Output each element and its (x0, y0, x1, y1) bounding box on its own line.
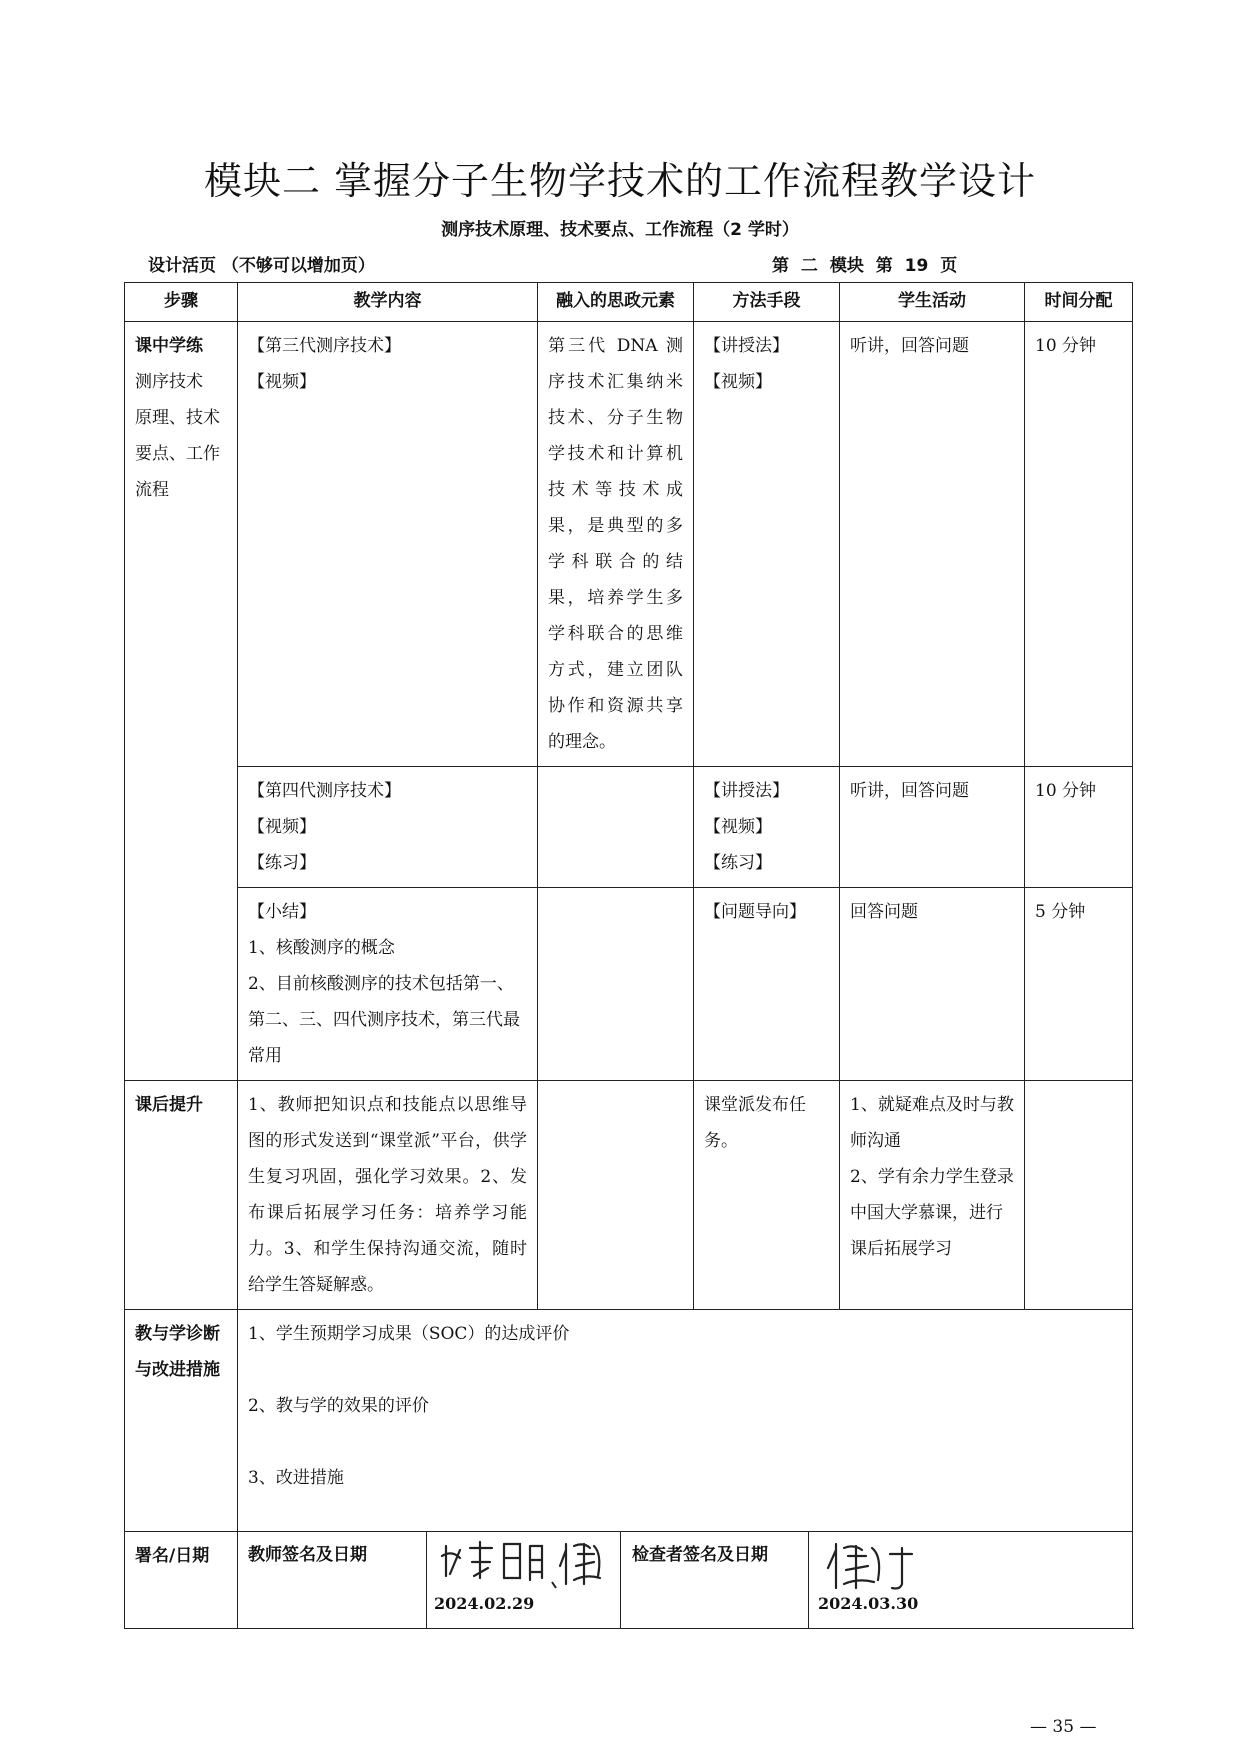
divider (620, 1532, 621, 1628)
method-cell (694, 767, 840, 888)
spacer (248, 1424, 1122, 1460)
content-line: 【练习】 (248, 853, 316, 873)
step-title: 课中学练 (135, 336, 203, 356)
content-line: 【视频】 (248, 817, 316, 837)
page-number: — 35 — (1030, 1717, 1097, 1737)
content-line: 【第四代测序技术】 (248, 781, 401, 801)
page-title: 模块二 掌握分子生物学技术的工作流程教学设计 (203, 159, 1037, 203)
time-cell (1025, 1081, 1133, 1310)
lesson-plan-table (124, 282, 1133, 1629)
diagnosis-cell (238, 1310, 1133, 1532)
method-line: 【视频】 (704, 372, 772, 392)
content-line: 【视频】 (248, 372, 316, 392)
checker-date: 2024.03.30 (818, 1594, 919, 1613)
header-ideology: 融入的思政元素 (538, 283, 694, 322)
header-time: 时间分配 (1025, 283, 1133, 322)
activity-cell: 听讲，回答问题 (840, 322, 1025, 767)
table-row (125, 1081, 1133, 1310)
content-cell (238, 322, 538, 767)
diagnosis-item: 3、改进措施 (248, 1468, 344, 1488)
teacher-date: 2024.02.29 (434, 1594, 535, 1613)
ideology-cell (538, 888, 694, 1081)
method-line: 【问题导向】 (704, 902, 806, 922)
signature-row (125, 1532, 1133, 1629)
table-row (125, 888, 1133, 1081)
ideology-cell (538, 767, 694, 888)
table-row (125, 322, 1133, 767)
activity-cell: 听讲，回答问题 (840, 767, 1025, 888)
table-row (125, 1310, 1133, 1532)
module-page-info: 第 二 模块 第 19 页 (772, 256, 958, 276)
step-line: 测序技术 (135, 372, 203, 392)
table-row (125, 767, 1133, 888)
divider (426, 1532, 427, 1628)
activity-cell (840, 1081, 1025, 1310)
diagnosis-item: 1、学生预期学习成果（SOC）的达成评价 (248, 1324, 570, 1344)
step-line: 流程 (135, 480, 169, 500)
teacher-sign-label: 教师签名及日期 (248, 1545, 367, 1565)
method-line: 【视频】 (704, 817, 772, 837)
design-sheet-note: 设计活页 （不够可以增加页） (148, 256, 375, 276)
divider (808, 1532, 809, 1628)
time-cell: 10 分钟 (1025, 767, 1133, 888)
method-line: 【讲授法】 (704, 781, 789, 801)
activity-line: 1、就疑难点及时与教师沟通 (850, 1095, 1014, 1151)
content-cell (238, 767, 538, 888)
teacher-signature-image (434, 1536, 614, 1592)
header-content: 教学内容 (238, 283, 538, 322)
step-cell-in-class (125, 322, 238, 1081)
method-cell (694, 888, 840, 1081)
signature-area (238, 1532, 1133, 1629)
header-method: 方法手段 (694, 283, 840, 322)
method-cell: 课堂派发布任务。 (694, 1081, 840, 1310)
method-cell (694, 322, 840, 767)
table-header-row (125, 283, 1133, 322)
step-line: 原理、技术 (135, 408, 220, 428)
method-line: 【讲授法】 (704, 336, 789, 356)
content-cell (238, 888, 538, 1081)
checker-sign-label: 检查者签名及日期 (632, 1545, 768, 1565)
signature-label-cell (125, 1532, 238, 1629)
header-step: 步骤 (125, 283, 238, 322)
step-line: 要点、工作 (135, 444, 220, 464)
time-cell: 10 分钟 (1025, 322, 1133, 767)
content-cell: 1、教师把知识点和技能点以思维导图的形式发送到“课堂派”平台，供学生复习巩固，强化学习效果。2、发布课后拓展学习任务：培养学习能力。3、和学生保持沟通交流，随时给学生答疑解惑。 (238, 1081, 538, 1310)
content-line: 【小结】 (248, 902, 316, 922)
step-cell-after-class (125, 1081, 238, 1310)
ideology-cell: 第三代 DNA 测序技术汇集纳米技术、分子生物学技术和计算机技术等技术成果，是典型的多学科联合的结果，培养学生多学科联合的思维方式，建立团队协作和资源共享的理念。 (538, 322, 694, 767)
header-activity: 学生活动 (840, 283, 1025, 322)
step-title: 教与学诊断与改进措施 (135, 1324, 220, 1380)
spacer (248, 1352, 1122, 1388)
signature-label: 署名/日期 (135, 1546, 210, 1566)
step-title: 课后提升 (135, 1095, 203, 1115)
content-line: 【第三代测序技术】 (248, 336, 401, 356)
step-cell-diagnosis (125, 1310, 238, 1532)
method-line: 【练习】 (704, 853, 772, 873)
content-line: 2、目前核酸测序的技术包括第一、第二、三、四代测序技术，第三代最常用 (248, 974, 520, 1066)
activity-cell: 回答问题 (840, 888, 1025, 1081)
ideology-cell (538, 1081, 694, 1310)
content-line: 1、核酸测序的概念 (248, 938, 395, 958)
activity-line: 2、学有余力学生登录中国大学慕课，进行课后拓展学习 (850, 1167, 1014, 1259)
time-cell: 5 分钟 (1025, 888, 1133, 1081)
page-subtitle: 测序技术原理、技术要点、工作流程（2 学时） (441, 220, 799, 240)
diagnosis-item: 2、教与学的效果的评价 (248, 1396, 429, 1416)
